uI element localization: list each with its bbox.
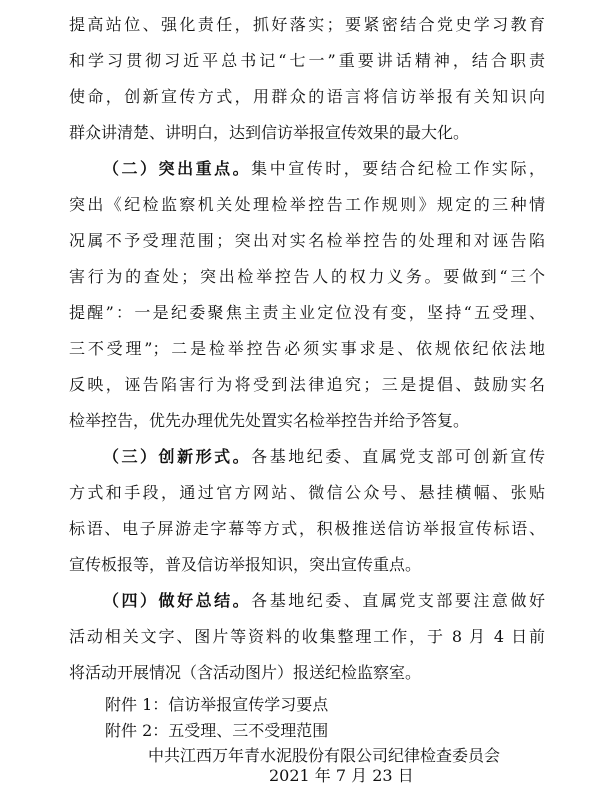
attachment-1: 附件 1：信访举报宣传学习要点 <box>105 695 329 714</box>
section-2-first-line <box>103 156 545 182</box>
text-line: 方式和手段，通过官方网站、微信公众号、悬挂横幅、张贴 <box>69 483 545 502</box>
text-line: 和学习贯彻习近平总书记“七一”重要讲话精神，结合职责 <box>69 51 545 70</box>
text-line: 使命，创新宣传方式，用群众的语言将信访举报有关知识向 <box>69 87 545 106</box>
text-line: 将活动开展情况（含活动图片）报送纪检监察室。 <box>69 663 422 682</box>
text-line: 活动相关文字、图片等资料的收集整理工作，于 8 月 4 日前 <box>69 627 545 646</box>
text-span: 各基地纪委、直属党支部可创新宣传 <box>251 447 545 466</box>
section-3-heading: （三）创新形式。 <box>103 447 252 466</box>
section-4-first-line <box>103 588 545 614</box>
attachment-2: 附件 2：五受理、三不受理范围 <box>105 721 329 740</box>
text-line: 提醒”：一是纪委聚焦主责主业定位没有变，坚持“五受理、 <box>69 303 545 322</box>
section-4-heading: （四）做好总结。 <box>103 591 252 610</box>
text-span: 各基地纪委、直属党支部要注意做好 <box>251 591 545 610</box>
signature-date: 2021 年 7 月 23 日 <box>269 766 414 785</box>
text-line: 宣传板报等，普及信访举报知识，突出宣传重点。 <box>69 555 422 574</box>
section-2-heading: （二）突出重点。 <box>103 159 252 178</box>
text-line: 群众讲清楚、讲明白，达到信访举报宣传效果的最大化。 <box>69 123 470 142</box>
text-line: 况属不予受理范围；突出对实名检举控告的处理和对诬告陷 <box>69 231 545 250</box>
signature-organization: 中共江西万年青水泥股份有限公司纪律检查委员会 <box>148 746 501 765</box>
text-line: 检举控告，优先办理优先处置实名检举控告并给予答复。 <box>69 411 470 430</box>
section-3-first-line <box>103 444 545 470</box>
text-line: 标语、电子屏游走字幕等方式，积极推送信访举报宣传标语、 <box>69 519 545 538</box>
text-line: 反映，诬告陷害行为将受到法律追究；三是提倡、鼓励实名 <box>69 375 545 394</box>
text-line: 突出《纪检监察机关处理检举控告工作规则》规定的三种情 <box>69 195 545 214</box>
text-line: 害行为的查处；突出检举控告人的权力义务。要做到“三个 <box>69 267 545 286</box>
text-line: 提高站位、强化责任，抓好落实；要紧密结合党史学习教育 <box>69 15 545 34</box>
text-line: 三不受理”；二是检举控告必须实事求是、依规依纪依法地 <box>69 339 545 358</box>
text-span: 集中宣传时，要结合纪检工作实际， <box>251 159 545 178</box>
